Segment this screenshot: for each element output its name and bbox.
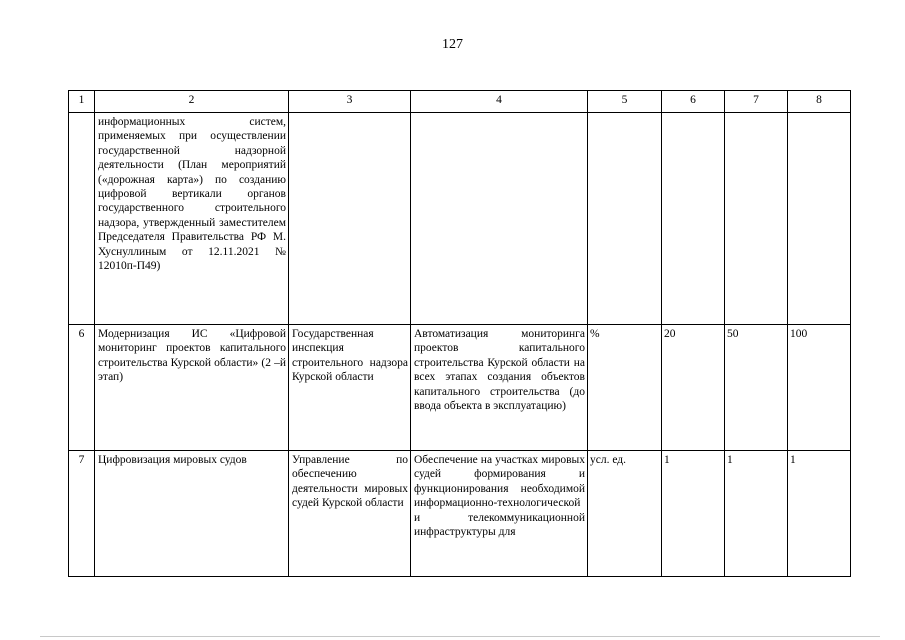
value-cell-8: 100 [788, 325, 851, 451]
executor-cell [289, 113, 411, 325]
value-cell-8: 1 [788, 451, 851, 577]
result-cell: Обеспечение на участках мировых судей формирования и функционирования необходимой информационно-технологической и телекоммуникационной инфраструктуры для [411, 451, 588, 577]
table-row [69, 113, 851, 325]
unit-cell [588, 113, 662, 325]
header-cell-1: 1 [69, 91, 95, 113]
result-cell [411, 113, 588, 325]
table-row [69, 451, 851, 577]
measures-table [68, 90, 851, 577]
value-cell-6: 1 [662, 451, 725, 577]
table-row [69, 325, 851, 451]
header-cell-6: 6 [662, 91, 725, 113]
value-cell-6 [662, 113, 725, 325]
measure-name-cell: информационных систем, применяемых при осуществлении государственной надзорной деятельности (План мероприятий («дорожная карта») по созданию цифровой вертикали органов государственного строительного надзора, утвержденный заместителем Председателя Правительства РФ М. Хуснуллиным от 12.11.2021 № 12010п-П49) [95, 113, 289, 325]
header-cell-8: 8 [788, 91, 851, 113]
measure-name-cell: Модернизация ИС «Цифровой мониторинг проектов капитального строительства Курской области» (2 –й этап) [95, 325, 289, 451]
unit-cell: усл. ед. [588, 451, 662, 577]
table-header-row [69, 91, 851, 113]
header-cell-2: 2 [95, 91, 289, 113]
header-cell-3: 3 [289, 91, 411, 113]
value-cell-7 [725, 113, 788, 325]
value-cell-7: 50 [725, 325, 788, 451]
row-number-cell: 7 [69, 451, 95, 577]
row-number-cell [69, 113, 95, 325]
measure-name-cell: Цифровизация мировых судов [95, 451, 289, 577]
value-cell-7: 1 [725, 451, 788, 577]
executor-cell: Государственная инспекция строительного надзора Курской области [289, 325, 411, 451]
unit-cell: % [588, 325, 662, 451]
header-cell-5: 5 [588, 91, 662, 113]
header-cell-7: 7 [725, 91, 788, 113]
value-cell-8 [788, 113, 851, 325]
row-number-cell: 6 [69, 325, 95, 451]
value-cell-6: 20 [662, 325, 725, 451]
executor-cell: Управление по обеспечению деятельности мировых судей Курской области [289, 451, 411, 577]
header-cell-4: 4 [411, 91, 588, 113]
scan-edge-line [40, 636, 880, 637]
page-number: 127 [442, 37, 463, 52]
result-cell: Автоматизация мониторинга проектов капитального строительства Курской области на всех этапах создания объектов капитального строительства (до ввода объекта в эксплуатацию) [411, 325, 588, 451]
